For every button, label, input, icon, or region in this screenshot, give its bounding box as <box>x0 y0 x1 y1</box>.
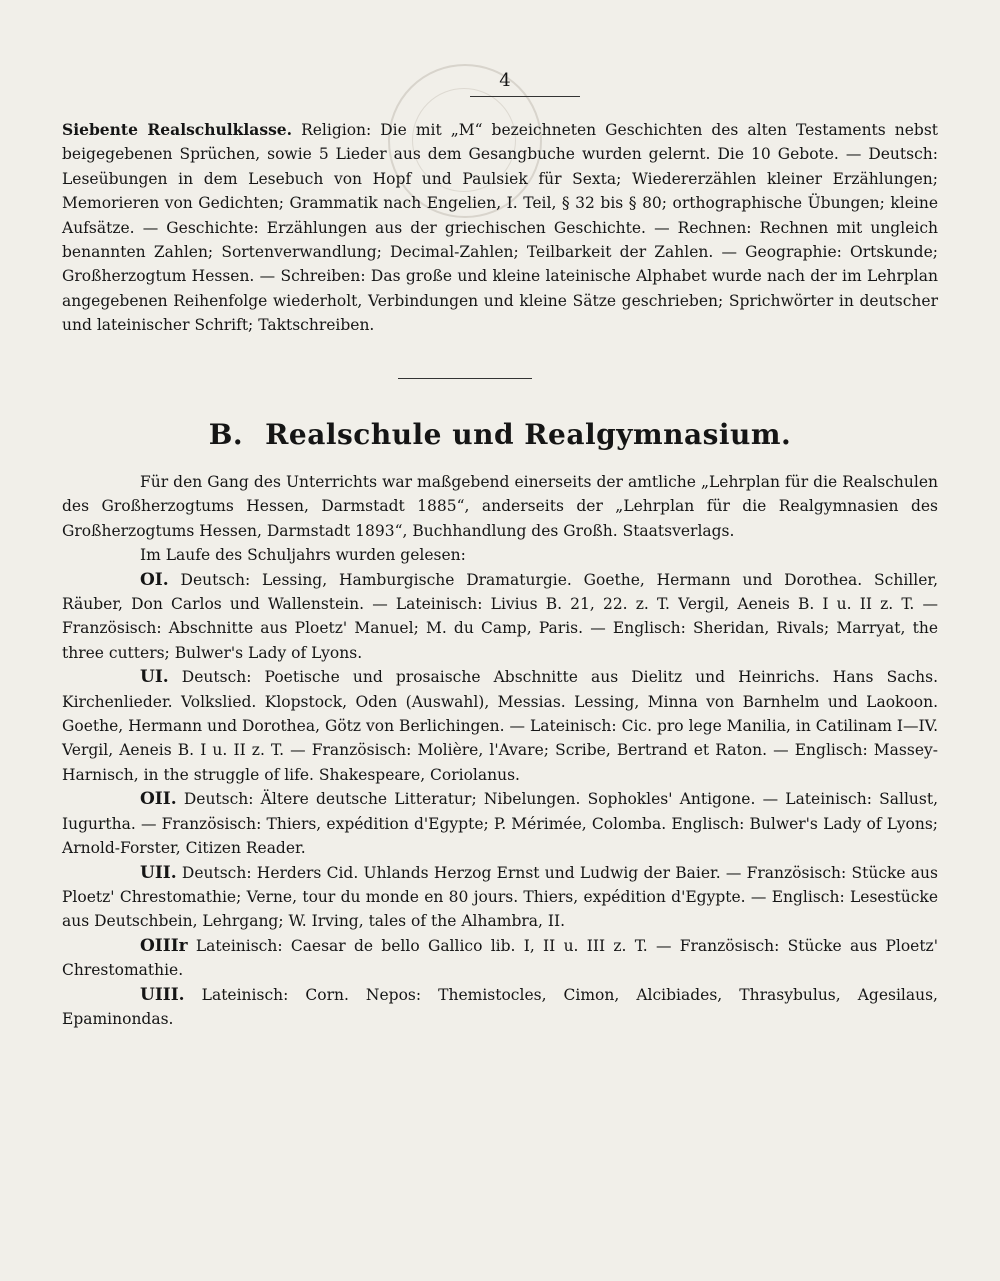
page-header <box>470 70 580 97</box>
class-label: OII. <box>140 789 177 810</box>
class-label: OIIIr <box>140 935 188 956</box>
entry-text: Deutsch: Herders Cid. Uhlands Herzog Ernst und Ludwig der Baier. — Französisch: Stücke aus Ploetz' Chrestomathie; Verne, tour du monde en 80 jours. Thiers, expédition d'Egypte. — Englisch: Lesestücke aus Deutschbein, Lehrgang; W. Irving, tales of the Alhambra, II. <box>62 863 938 931</box>
class-title: Siebente Realschulklasse. <box>62 120 293 139</box>
entry-uiii <box>62 983 938 1032</box>
entry-oiiir <box>62 934 938 983</box>
intro-paragraph: Für den Gang des Unterrichts war maßgebend einerseits der amtliche „Lehrplan für die Realschulen des Großherzogtums Hessen, Darmstadt 1885“, anderseits der „Lehrplan für die Realgymnasien des Großherzogtums Hessen, Darmstadt 1893“, Buchhandlung des Großh. Staatsverlags. <box>62 473 938 540</box>
entry-text: Deutsch: Poetische und prosaische Abschnitte aus Dielitz und Heinrichs. Hans Sachs. Kirchenlieder. Volkslied. Klopstock, Oden (Auswahl), Messias. Lessing, Minna von Barnhelm und Laokoon. Goethe, Hermann und Dorothea, Götz von Berlichingen. — Lateinisch: Cic. pro lege Manilia, in Catilinam I—IV. Vergil, Aeneis B. I u. II z. T. — Französisch: Molière, l'Avare; Scribe, Bertrand et Raton. — Englisch: Massey-Harnisch, in the struggle of life. Shakespeare, Coriolanus. <box>62 668 938 784</box>
section-heading <box>0 418 1000 451</box>
entry-oi <box>62 568 938 666</box>
entry-uii <box>62 861 938 934</box>
entry-ui <box>62 665 938 787</box>
entry-text: Lateinisch: Caesar de bello Gallico lib. I, II u. III z. T. — Französisch: Stücke aus Ploetz' Chrestomathie. <box>62 936 938 980</box>
class-curriculum-text: Religion: Die mit „M“ bezeichneten Geschichten des alten Testaments nebst beigegebenen Sprüchen, sowie 5 Lieder aus dem Gesangbuche wurden gelernt. Die 10 Gebote. — Deutsch: Leseübungen in dem Lesebuch von Hopf und Paulsiek für Sexta; Wiedererzählen kleiner Erzählungen; Memorieren von Gedichten; Grammatik nach Engelien, I. Teil, § 32 bis § 80; orthographische Übungen; kleine Aufsätze. — Geschichte: Erzählungen aus der griechischen Geschichte. — Rechnen: Rechnen mit ungleich benannten Zahlen; Sortenverwandlung; Decimal-Zahlen; Teilbarkeit der Zahlen. — Geographie: Ortskunde; Großherzogtum Hessen. — Schreiben: Das große und kleine lateinische Alphabet wurde nach der im Lehrplan angegebenen Reihenfolge wiederholt, Verbindungen und kleine Sätze geschrieben; Sprichwörter in deutscher und lateinischer Schrift; Taktschreiben. <box>62 121 938 335</box>
seventh-class-paragraph <box>62 118 938 338</box>
entry-text: Lateinisch: Corn. Nepos: Themistocles, Cimon, Alcibiades, Thrasybulus, Agesilaus, Epaminondas. <box>62 985 938 1028</box>
header-rule <box>470 96 580 97</box>
class-label: UI. <box>140 667 169 688</box>
page-number: 4 <box>499 70 511 91</box>
section-realschule <box>62 470 938 1031</box>
class-label: UIII. <box>140 984 185 1005</box>
section-title: Realschule und Realgymnasium. <box>265 418 792 451</box>
entry-text: Deutsch: Lessing, Hamburgische Dramaturgie. Goethe, Hermann und Dorothea. Schiller, Räuber, Don Carlos und Wallenstein. — Lateinisch: Livius B. 21, 22. z. T. Vergil, Aeneis B. I u. II z. T. — Französisch: Abschnitte aus Ploetz' Manuel; M. du Camp, Paris. — Englisch: Sheridan, Rivals; Marryat, the three cutters; Bulwer's Lady of Lyons. <box>62 570 939 662</box>
class-label: OI. <box>140 569 169 590</box>
entry-oii <box>62 787 938 860</box>
class-label: UII. <box>140 862 177 883</box>
entry-text: Deutsch: Ältere deutsche Litteratur; Nibelungen. Sophokles' Antigone. — Lateinisch: Sallust, Iugurtha. — Französisch: Thiers, expédition d'Egypte; P. Mérimée, Colomba. Englisch: Bulwer's Lady of Lyons; Arnold-Forster, Citizen Reader. <box>62 790 938 858</box>
section-seventh-class <box>62 118 938 338</box>
reading-intro: Im Laufe des Schuljahrs wurden gelesen: <box>140 546 466 565</box>
section-divider <box>398 378 532 379</box>
section-letter: B. <box>208 418 244 451</box>
